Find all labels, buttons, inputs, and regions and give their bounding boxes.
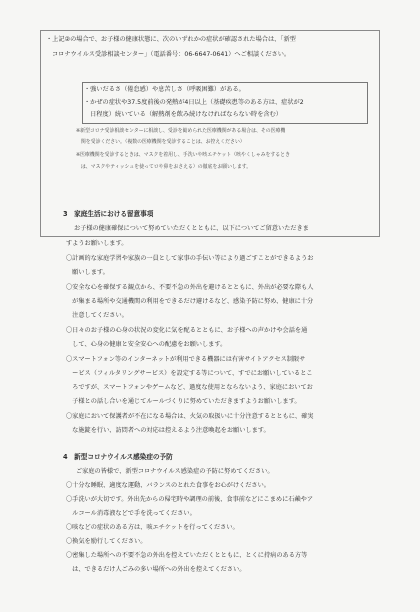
sec3-item-line: 願いします。 bbox=[66, 269, 109, 276]
sec3-intro-line: お子様の健康確保について努めていただくとともに、以下についてご留意いただきま bbox=[74, 225, 309, 232]
sec4-line: 〇密集した場所への不要不急の外出を控えていただくとともに、とくに持病のある方等 bbox=[66, 552, 308, 559]
sec3-item-line: ろですが、スマートフォンやゲームなど、過度な使用とならないよう、家庭においてお bbox=[66, 384, 313, 391]
sec3-item-line: 注意してください。 bbox=[66, 312, 128, 319]
sec3-item-line: 〇スマートフォン等のインターネットが利用できる機器には有害サイトアクセス制限サ bbox=[66, 356, 306, 363]
symptom-line: ・強いだるさ（倦怠感）や息苦しさ（呼吸困難）がある。 bbox=[84, 86, 245, 93]
sec3-item-line: 〇安全な心を確保する観点から、不要不急の外出を避けるとともに、外出が必要な際も人 bbox=[66, 284, 314, 291]
sec3-item-line: して、心身の健康と安全安心への配慮をお願いします。 bbox=[66, 341, 227, 348]
symptom-line: 日程度）続いている（解熱剤を飲み続けなければならない時を含む） bbox=[84, 111, 282, 118]
sec2-intro-line: ・上記②の場合で、お子様の健康状態に、次のいずれかの症状が確認された場合は、「新型 bbox=[46, 36, 296, 43]
symptom-line: ・かぜの症状や37.5度前後の発熱が4日以上（基礎疾患等のある方は、症状が2 bbox=[84, 99, 304, 106]
note-line: ※医療機関を受診するときは、マスクを着用し、手洗いや咳エチケット（咳やくしゃみをするとき bbox=[76, 152, 290, 158]
sec4-line: 〇換気を励行してください。 bbox=[66, 538, 147, 545]
sec3-item-line: が集まる場所や交通機関の利用をできるだけ避けるなど、感染予防に努め、健康に十分 bbox=[66, 298, 314, 305]
sec3-item-line: な施錠を行い、訪問者への対応は控えるよう注意喚起をお願いします。 bbox=[66, 427, 270, 434]
sec4-line: は、できるだけ人ごみの多い場所への外出を控えてください。 bbox=[66, 566, 246, 573]
note-line: ※新型コロナ受診相談センターに相談し、受診を勧められた医療機関がある場合は、その医療機 bbox=[76, 128, 286, 134]
sec3-item-line: 〇家庭において保護者が不在になる場合は、火気の取扱いに十分注意するとともに、確実 bbox=[66, 413, 314, 420]
note-line: 関を受診ください。（複数の医療機関を受診することは、お控えください） bbox=[76, 139, 245, 145]
sec3-item-line: 子様との話し合いを通じてルールづくりに努めていただきますようお願いします。 bbox=[66, 398, 301, 405]
sec4-line: 〇十分な睡眠、適度な運動、バランスのとれた食事をお心がけください。 bbox=[66, 482, 270, 489]
sec4-line: 〇手洗いが大切です。外出先からの帰宅時や調理の前後、食事前などにこまめに石鹸やア bbox=[66, 496, 314, 503]
sec4-line: 〇咳などの症状のある方は、咳エチケットを行ってください。 bbox=[66, 524, 239, 531]
sec3-item-line: 〇日々のお子様の心身の状況の変化に気を配るとともに、お子様への声かけや会話を通 bbox=[66, 327, 308, 334]
sec2-intro-line: コロナウイルス受診相談センター」（電話番号：06-6647-0641）へご相談ください。 bbox=[52, 51, 291, 58]
sec3-item-line: ービス（フィルタリングサービス）を設定する等について、すでにお願いしているとこ bbox=[66, 370, 313, 377]
sec4-line: ルコール消毒液などで手を洗ってください。 bbox=[66, 510, 196, 517]
section3-heading: 3 家庭生活における留意事項 bbox=[63, 210, 154, 218]
sec3-item-line: 〇計画的な家庭学習や家族の一員として家事の手伝い等により過ごすことができるようお bbox=[66, 255, 314, 262]
section4-heading: 4 新型コロナウイルス感染症の予防 bbox=[63, 453, 173, 461]
note-line: は、マスクやティッシュを使ってロや鼻をおさえる）の徹底をお願いします。 bbox=[76, 164, 252, 170]
sec4-line: ご家庭の皆様で、新型コロナウイルス感染症の予防に努めてください。 bbox=[76, 468, 274, 475]
sec3-intro-line: すようお願いします。 bbox=[66, 240, 128, 247]
